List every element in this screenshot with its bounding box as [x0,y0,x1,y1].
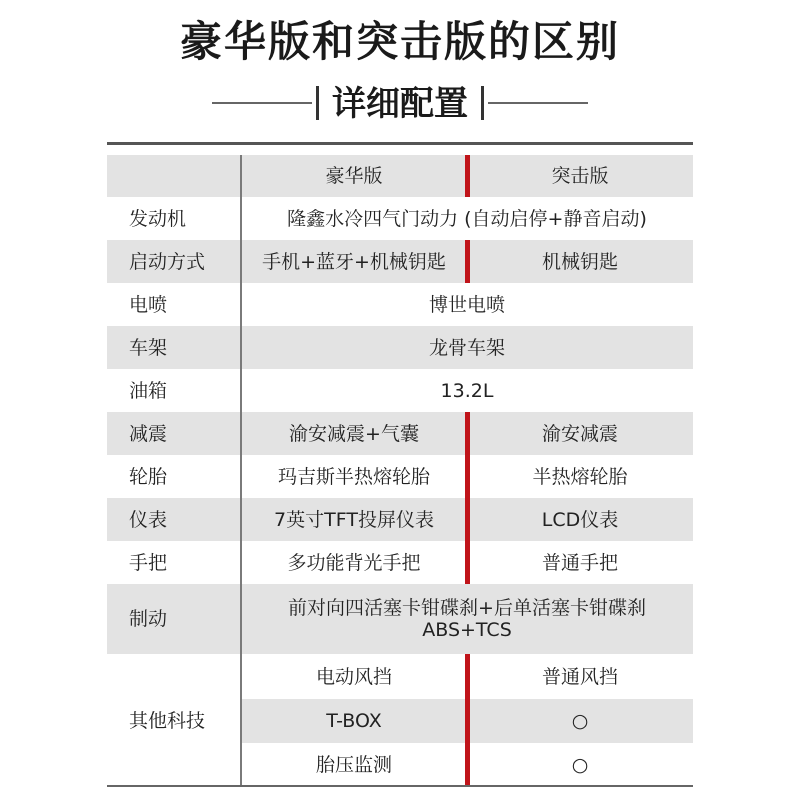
row-luxury-value: 渝安减震+气囊 [289,422,419,445]
table-header [107,155,693,197]
spec-table [107,155,693,787]
bracket-left [316,86,319,120]
row-label: 制动 [129,608,168,630]
row-value: 隆鑫水冷四气门动力 (自动启停+静音启动) [287,207,647,230]
header-assault: 突击版 [551,165,609,187]
row-assault-value: LCD仪表 [541,508,619,531]
row-luxury-value: 电动风挡 [315,665,392,688]
row-label: 车架 [129,336,168,359]
row-label: 油箱 [129,379,168,402]
row-assault-value: ○ [571,754,589,776]
table-row [107,326,693,369]
row-luxury-value: 7英寸TFT投屏仪表 [274,508,434,531]
red-divider [465,654,470,787]
column-divider [240,155,242,787]
top-rule [107,142,693,145]
table-row [107,369,693,412]
row-label: 轮胎 [129,465,168,488]
row-assault-value: 机械钥匙 [541,250,618,273]
row-label: 电喷 [129,293,168,316]
table-row [107,455,693,498]
divider-left [212,102,312,104]
header-luxury: 豪华版 [325,165,383,187]
row-luxury-value: 胎压监测 [315,754,392,776]
row-assault-value: 半热熔轮胎 [532,465,628,488]
table-row [107,584,693,654]
table-row [107,412,693,455]
row-label: 手把 [129,551,168,574]
row-luxury-value: 多功能背光手把 [287,551,421,574]
row-assault-value: 普通手把 [541,551,618,574]
row-luxury-value: T-BOX [326,710,382,732]
row-label: 启动方式 [129,250,206,273]
bracket-right [481,86,484,120]
table-row [107,197,693,240]
row-value: 龙骨车架 [428,336,505,359]
red-divider [465,240,470,283]
row-value [241,584,693,654]
red-divider [465,155,470,197]
table-row [107,283,693,326]
row-assault-value: 渝安减震 [541,422,618,445]
brake-line-1: 前对向四活塞卡钳碟刹+后单活塞卡钳碟刹 [288,597,646,619]
row-label: 发动机 [129,207,187,230]
row-value: 13.2L [440,379,494,402]
divider-right [488,102,588,104]
page-title: 豪华版和突击版的区别 [179,17,620,66]
bottom-rule [107,785,693,787]
row-luxury-value: 手机+蓝牙+机械钥匙 [262,250,446,273]
red-divider [465,412,470,584]
row-label: 减震 [129,422,168,445]
header-label [107,155,241,197]
row-assault-value: 普通风挡 [541,665,618,688]
row-label: 仪表 [129,508,168,531]
table-row [107,240,693,283]
row-assault-value: ○ [571,710,589,732]
table-row [107,498,693,541]
row-luxury-value: 玛吉斯半热熔轮胎 [277,465,430,488]
section-header [0,80,800,130]
section-title: 详细配置 [332,84,468,124]
row-label: 其他科技 [129,709,206,732]
table-row [107,541,693,584]
brake-line-2: ABS+TCS [422,619,512,641]
row-value: 博世电喷 [428,293,505,316]
